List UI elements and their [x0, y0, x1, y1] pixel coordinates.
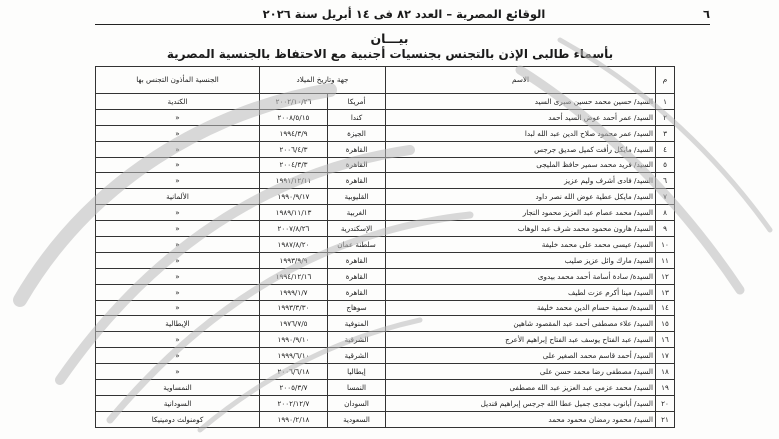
table-row	[96, 173, 675, 189]
row-birth-date: ١٩٩١/١٢/١١	[259, 173, 327, 189]
row-name: السيد/ محمود رمضان محمود محمد	[386, 411, 656, 427]
row-birth-place: إيطاليا	[328, 364, 386, 380]
row-num: ٥	[656, 157, 675, 173]
table-row	[96, 300, 675, 316]
row-birth-place: الشرقية	[328, 348, 386, 364]
row-birth-place: الشرقية	[328, 332, 386, 348]
row-birth-date: ٢٠٠٦/٤/٣	[259, 141, 327, 157]
table-row	[96, 94, 675, 110]
row-name: السيد/ أبانوب مجدى جميل عطا الله جرجس إبراهيم قنديل	[386, 395, 656, 411]
row-birth-place: السعودية	[328, 411, 386, 427]
table-row	[96, 252, 675, 268]
row-nationality: «	[96, 268, 260, 284]
row-name: السيد/ مايكل عطية عوض الله نصر داود	[386, 189, 656, 205]
table-row	[96, 125, 675, 141]
page-number: ٦	[702, 7, 710, 21]
row-birth-date: ١٩٨٩/١١/١٣	[259, 205, 327, 221]
row-birth-place: الغربية	[328, 205, 386, 221]
row-birth-place: القاهرة	[328, 141, 386, 157]
row-num: ١٨	[656, 364, 675, 380]
row-num: ١٩	[656, 380, 675, 396]
row-nationality: «	[96, 205, 260, 221]
row-birth-date: ١٩٩٩/٦/١٠	[259, 348, 327, 364]
row-nationality: «	[96, 157, 260, 173]
table-row	[96, 109, 675, 125]
row-birth-place: القاهرة	[328, 284, 386, 300]
row-birth-date: ١٩٩٠/٩/١٠	[259, 332, 327, 348]
row-name: السيد/ فريد محمد سمير حافظ المليجى	[386, 157, 656, 173]
row-birth-place: الإسكندرية	[328, 221, 386, 237]
table-row	[96, 268, 675, 284]
header-rule	[95, 24, 710, 25]
row-name: السيد/ مايكل رأفت كميل صديق جرجس	[386, 141, 656, 157]
row-nationality: «	[96, 332, 260, 348]
row-nationality: «	[96, 237, 260, 253]
row-birth-date: ١٩٩٠/٢/١٨	[259, 411, 327, 427]
row-num: ٢	[656, 109, 675, 125]
row-nationality: «	[96, 173, 260, 189]
row-birth-date: ٢٠٠٤/٣/٣	[259, 157, 327, 173]
table-row	[96, 332, 675, 348]
table-row	[96, 189, 675, 205]
row-birth-date: ١٩٩٣/٣/٣٠	[259, 300, 327, 316]
row-num: ٢١	[656, 411, 675, 427]
row-name: السيد/ عمر محمود صلاح الدين عبد الله لبدا	[386, 125, 656, 141]
row-birth-place: القاهرة	[328, 252, 386, 268]
row-birth-date: ١٩٨٧/٨/٢٠	[259, 237, 327, 253]
row-name: السيدة/ سادة أسامة أحمد محمد بيدوى	[386, 268, 656, 284]
row-birth-place: أمريكا	[328, 94, 386, 110]
document-title: بيـــان	[370, 31, 409, 46]
row-birth-date: ٢٠٠٢/١٠/٢٦	[259, 94, 327, 110]
row-num: ٣	[656, 125, 675, 141]
row-num: ١٥	[656, 316, 675, 332]
row-birth-place: القليوبية	[328, 189, 386, 205]
row-birth-place: المنوفية	[328, 316, 386, 332]
row-num: ٤	[656, 141, 675, 157]
row-name: السيدة/ سمية حسام الدين محمد خليفة	[386, 300, 656, 316]
col-header-name: الاسم	[386, 67, 656, 94]
row-num: ٨	[656, 205, 675, 221]
row-nationality: «	[96, 221, 260, 237]
table-row	[96, 380, 675, 396]
row-num: ٢٠	[656, 395, 675, 411]
row-birth-place: الجيزة	[328, 125, 386, 141]
row-num: ١٤	[656, 300, 675, 316]
row-birth-place: سوهاج	[328, 300, 386, 316]
table-row	[96, 316, 675, 332]
row-birth-date: ١٩٩٩/١/٧	[259, 284, 327, 300]
row-nationality: النمساوية	[96, 380, 260, 396]
row-nationality: «	[96, 348, 260, 364]
row-nationality: «	[96, 125, 260, 141]
row-birth-place: السودان	[328, 395, 386, 411]
table-row	[96, 221, 675, 237]
row-num: ٧	[656, 189, 675, 205]
row-birth-place: القاهرة	[328, 173, 386, 189]
table-row	[96, 411, 675, 427]
row-birth-place: سلطنة عمان	[328, 237, 386, 253]
table-header-row	[96, 67, 675, 94]
row-num: ٦	[656, 173, 675, 189]
row-nationality: «	[96, 364, 260, 380]
row-birth-place: القاهرة	[328, 268, 386, 284]
row-nationality: الإيطالية	[96, 316, 260, 332]
row-birth-date: ٢٠٠٦/٦/١٨	[259, 364, 327, 380]
row-birth-date: ٢٠٠٨/٥/١٥	[259, 109, 327, 125]
row-name: السيد/ فادى أشرف وليم عزيز	[386, 173, 656, 189]
col-header-birth: جهة وتاريخ الميلاد	[259, 67, 385, 94]
row-nationality: «	[96, 252, 260, 268]
col-header-num: م	[656, 67, 675, 94]
row-num: ٩	[656, 221, 675, 237]
page-header	[95, 6, 710, 22]
row-name: السيد/ مصطفى رضا محمد حسن على	[386, 364, 656, 380]
row-nationality: الكندية	[96, 94, 260, 110]
row-num: ١٠	[656, 237, 675, 253]
row-birth-date: ١٩٩٣/٩/٩	[259, 252, 327, 268]
row-birth-date: ١٩٩٤/٣/٩	[259, 125, 327, 141]
row-name: السيد/ علاء مصطفى أحمد عبد المقصود شاهين	[386, 316, 656, 332]
table-row	[96, 284, 675, 300]
row-birth-date: ١٩٧٦/٧/٥	[259, 316, 327, 332]
row-nationality: الألمانية	[96, 189, 260, 205]
row-name: السيد/ عيسى محمد على محمد خليفة	[386, 237, 656, 253]
row-name: السيد/ مارك وائل عزيز صليب	[386, 252, 656, 268]
row-name: السيد/ عبد الفتاح يوسف عبد الفتاح إبراهيم الأعرج	[386, 332, 656, 348]
row-nationality: السودانية	[96, 395, 260, 411]
row-name: السيد/ أحمد قاسم محمد الصغير على	[386, 348, 656, 364]
row-nationality: «	[96, 141, 260, 157]
table-row	[96, 237, 675, 253]
table-row	[96, 157, 675, 173]
row-birth-date: ١٩٩٠/٩/١٧	[259, 189, 327, 205]
row-name: السيد/ هارون محمود محمد شرف عبد الوهاب	[386, 221, 656, 237]
row-name: السيد/ مينا أكرم عزت لطيف	[386, 284, 656, 300]
row-nationality: كومنولث دومينيكا	[96, 411, 260, 427]
row-num: ١١	[656, 252, 675, 268]
row-name: السيد/ محمد عزمى عبد العزيز عبد الله مصطفى	[386, 380, 656, 396]
row-name: السيد/ عمر أحمد عوض السيد أحمد	[386, 109, 656, 125]
row-birth-date: ١٩٩٤/١٢/١٦	[259, 268, 327, 284]
row-nationality: «	[96, 284, 260, 300]
publication-line: الوقائع المصرية – العدد ٨٢ فى ١٤ أبريل سنة ٢٠٢٦	[262, 7, 546, 21]
row-nationality: «	[96, 109, 260, 125]
document-subtitle: بأسماء طالبى الإذن بالتجنس بجنسيات أجنبية مع الاحتفاظ بالجنسية المصرية	[166, 47, 614, 61]
table-row	[96, 348, 675, 364]
table-row	[96, 141, 675, 157]
applicants-table	[95, 66, 675, 428]
table-row	[96, 205, 675, 221]
row-num: ١٧	[656, 348, 675, 364]
row-name: السيد/ محمد عصام عبد العزيز محمود النجار	[386, 205, 656, 221]
row-num: ١٦	[656, 332, 675, 348]
row-name: السيد/ حسين محمد حسين صبرى السيد	[386, 94, 656, 110]
row-num: ١٣	[656, 284, 675, 300]
row-birth-date: ٢٠٠٧/٨/٢٦	[259, 221, 327, 237]
row-birth-place: كندا	[328, 109, 386, 125]
row-birth-date: ٢٠٠٢/١٢/٧	[259, 395, 327, 411]
col-header-nationality: الجنسية المأذون التجنس بها	[96, 67, 260, 94]
row-birth-place: القاهرة	[328, 157, 386, 173]
row-num: ١	[656, 94, 675, 110]
row-num: ١٢	[656, 268, 675, 284]
row-birth-place: النمسا	[328, 380, 386, 396]
table-row	[96, 395, 675, 411]
table-row	[96, 364, 675, 380]
row-birth-date: ٢٠٠٥/٣/٧	[259, 380, 327, 396]
row-nationality: «	[96, 300, 260, 316]
